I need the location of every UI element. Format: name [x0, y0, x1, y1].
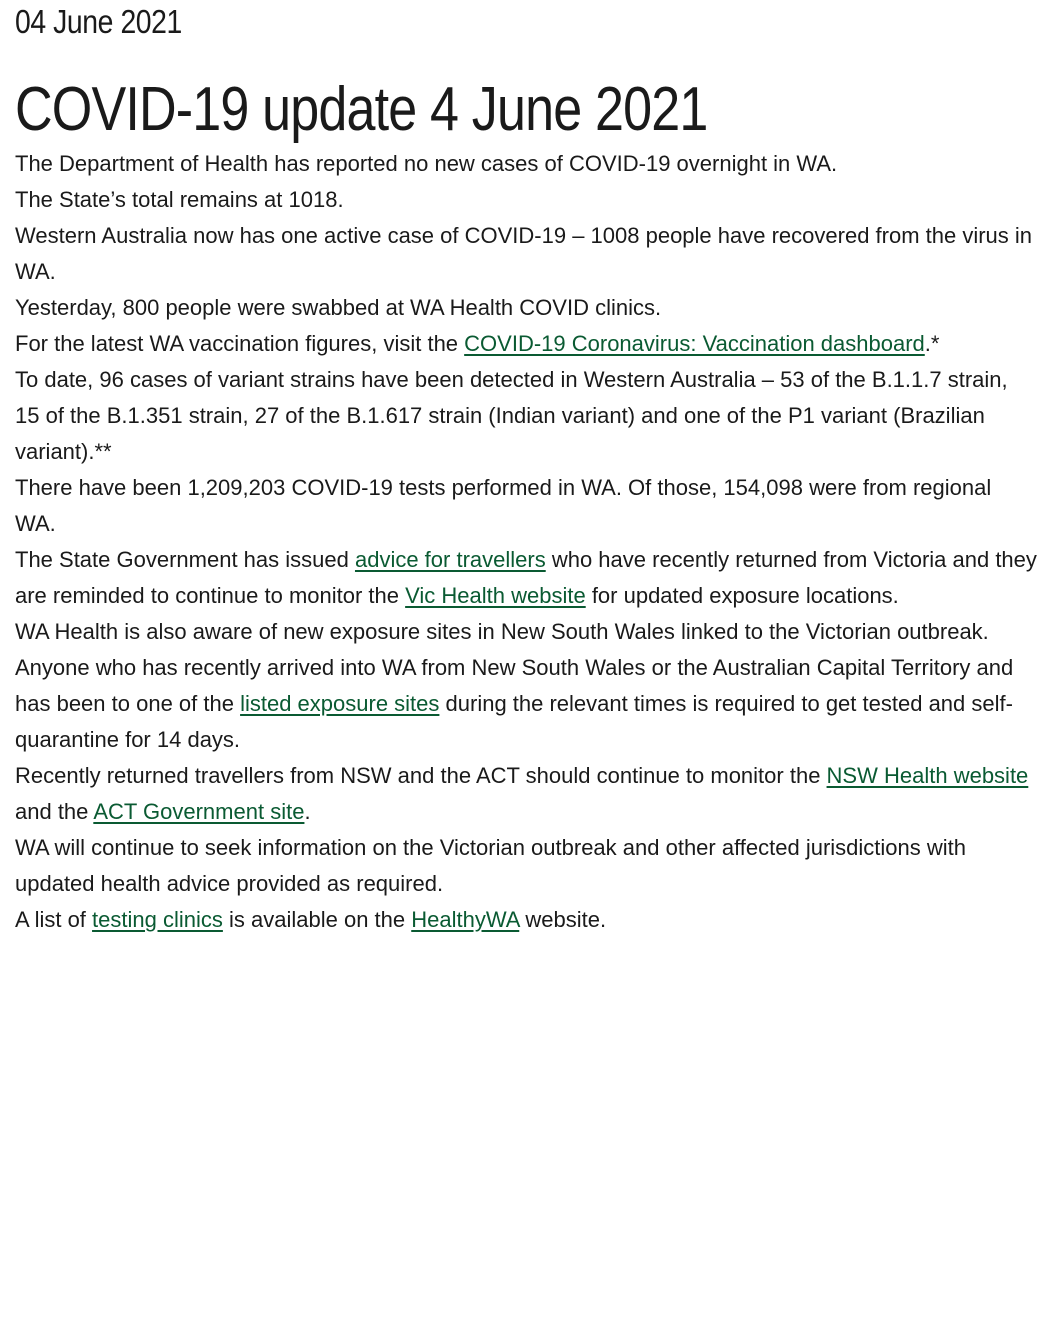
vaccination-dashboard-link[interactable]: COVID-19 Coronavirus: Vaccination dashboard: [464, 331, 925, 356]
paragraph-testing-clinics: [15, 902, 1038, 938]
publish-date: 04 June 2021: [15, 3, 182, 40]
paragraph-swabbed: Yesterday, 800 people were swabbed at WA Health COVID clinics.: [15, 295, 662, 320]
page-title: COVID-19 update 4 June 2021: [15, 75, 708, 144]
text-segment: who have recently returned from Victoria and they are reminded to continue to monitor the: [15, 547, 1037, 608]
paragraph-new-cases: The Department of Health has reported no new cases of COVID-19 overnight in WA.: [15, 151, 838, 176]
advice-for-travellers-link[interactable]: advice for travellers: [354, 547, 546, 572]
paragraph-nsw-exposure: [15, 614, 1038, 758]
text-segment: during the relevant times is required to get tested and self-quarantine for 14 days.: [15, 691, 1013, 752]
vic-health-website-link[interactable]: Vic Health website: [405, 583, 586, 608]
text-segment: Recently returned travellers from NSW and the ACT should continue to monitor the: [15, 763, 827, 788]
text-segment: For the latest WA vaccination figures, visit the: [15, 331, 465, 356]
text-segment: .*: [924, 331, 940, 356]
text-segment: .: [304, 799, 311, 824]
paragraph-tests: There have been 1,209,203 COVID-19 tests performed in WA. Of those, 154,098 were from regional WA.: [15, 475, 992, 536]
paragraph-seek-information: WA will continue to seek information on the Victorian outbreak and other affected jurisdictions with updated health advice provided as required.: [15, 835, 967, 896]
healthywa-link[interactable]: HealthyWA: [411, 907, 520, 932]
text-segment: The State Government has issued: [15, 547, 355, 572]
paragraph-active-cases: Western Australia now has one active case of COVID-19 – 1008 people have recovered from the virus in WA.: [15, 223, 1033, 284]
text-segment: and the: [15, 799, 94, 824]
text-segment: A list of: [15, 907, 93, 932]
paragraph-vaccination: [15, 326, 1038, 362]
paragraph-victoria-travellers: [15, 542, 1038, 614]
paragraph-variants: To date, 96 cases of variant strains have been detected in Western Australia – 53 of the B.1.1.7 strain, 15 of the B.1.351 strain, 27 of the B.1.617 strain (Indian variant) and one of the P1 variant (Brazilian variant).**: [15, 367, 1008, 464]
text-segment: website.: [519, 907, 607, 932]
listed-exposure-sites-link[interactable]: listed exposure sites: [240, 691, 440, 716]
text-segment: is available on the: [222, 907, 412, 932]
testing-clinics-link[interactable]: testing clinics: [92, 907, 223, 932]
nsw-health-website-link[interactable]: NSW Health website: [826, 763, 1029, 788]
text-segment: for updated exposure locations.: [585, 583, 899, 608]
text-segment: WA Health is also aware of new exposure sites in New South Wales linked to the Victorian outbreak. Anyone who has recently arrived into WA from New South Wales or the Australian Capital Territory and has been to one of the: [15, 619, 1014, 716]
paragraph-state-total: The State’s total remains at 1018.: [15, 187, 344, 212]
paragraph-nsw-act-monitor: [15, 758, 1038, 830]
act-government-site-link[interactable]: ACT Government site: [93, 799, 305, 824]
